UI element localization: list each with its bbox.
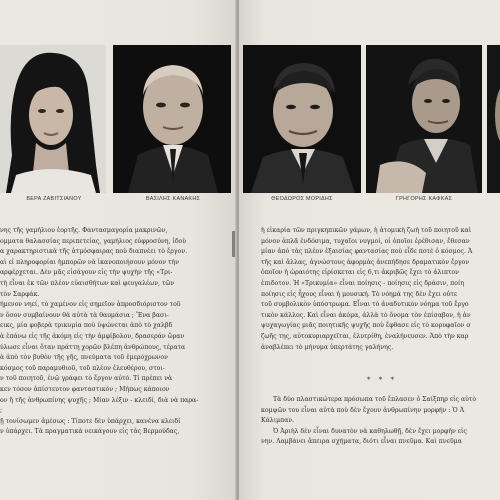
right-line: ἀναβλέπει τὸ μήνυμα ὑπερτάτης γαλήνης. [261,343,394,351]
left-line: ν τοῦ ποιητοῦ, ἐνῷ γράφει τὸ ἔργον αὐτό. Τί πρέπει νὰ [0,375,173,383]
left-line: τὴ εἶναι ἐκ τῶν πλέον εὐαισθήτων καὶ φευγαλέων, τῶν [0,279,175,287]
left-page [0,0,237,500]
left-line: ὰ ἐπάνω εἰς τῆς ἀκόμη εἰς τὴν ἀμφίβολον, δρασεράν ὥραν [0,332,185,340]
left-line: κεν τόσον ἀπίστευτον φανταστικὸν ; Μήπως κάποιον [0,385,170,393]
left-text-column [0,226,198,438]
right-line: ποίησις εἰς ἦχους εἶναι ἡ μουσική. Τὸ νόημά της δὲν ἔχει οὐτε [261,290,458,298]
section-separator: * * * [367,376,397,384]
right-line: Ὁ Ἀριὴλ δὲν εἶναι δυνατὸν νὰ καθηλωθῇ, δὲν ἔχει μορφήν εἰς [273,427,467,435]
right-line: τοῦ συμβολικὸν ὑπόστρωμα. Εἶναι τὸ ἀναδυτικὸν νόημα τοῦ ἔργο [261,301,469,309]
right-page [239,0,500,500]
left-line: α χαρακτηριστικὰ τῆς ἀτμόσφαιρας ποὺ διαπνέει τὸ ἔργον. [0,248,188,256]
left-line: ομματα θαλασσίας περιπετείας, γαμήλιος εὐφροσύνη, ἰδοὺ [0,237,187,245]
right-line: ἐπιδοτον. Ἡ «Τρικυμία» εἶναι ποίησις - ποίησις εἰς δράσιν, ποίη [261,279,465,287]
left-line: τὸν Σαρφάκ. [0,290,40,298]
right-line: ὁποῖον ἡ ὡραιότης εἰρίσκεται εἰς 6,τι ἀκριβῶς ἔχει τὸ ἀλιπτον [261,269,459,277]
left-line: κόσμος τοῦ παραμυθιοῦ, τοῦ πλέον ἐλευθέρου, στοι- [0,364,165,372]
left-line: ὰ ἀπὸ τὸν βυθὸν τῆς γῆς, πνεύματα τοῦ ἐμερόχρωνον [0,354,168,362]
left-line: ῇ τονίσωμεν ἀμέσως : Τίποτε δὲν ὑπάρχει, κανένα κλειδί [0,417,181,425]
right-line: ἡ εἰκαρία τῶν πριγκηπικῶν γάμων, ἡ ἀτομικὴ ζωὴ τοῦ ποιητοῦ καὶ [261,227,472,234]
caption-4: ΓΡΗΓΟΡΗΣ ΚΑΦΚΑΣ [395,196,453,202]
portrait-photo-2 [113,45,231,193]
left-line: ; [0,407,3,415]
portrait-photo-3 [243,45,361,193]
right-line: ψυχαγωγίας μιᾶς ποιητικῆς ψυχῆς ποὺ ἔφθασε εἰς τὸ κορυφαῖον σ [261,322,471,330]
portrait-photo-5-partial [487,45,500,193]
right-text-column [261,226,472,353]
left-line: αρφέρχεται. Δὲν μᾶς εἰσάγουν εἰς τὴν ψυχὴν τῆς «Τρι- [0,269,173,277]
right-line: τικὸν κάλλος. Καὶ εἶναι ἀκόμα, ἀλλὰ τὸ ὄνομα τὸν ἐπίσαβον, ἡ ἀν [261,311,471,319]
left-line: ν ὑπάρχει. Τὰ πραγματικὰ νεικάγουν εἰς τὰς Βερμούδας, [0,428,180,436]
left-line: ύλωσε εἶναι ὅταν πράττη χορῶν βλέπη ἀνθρώπους, τέρατα [0,343,186,351]
right-line: Τὰ δύο πλαστικώτερα πρόσωπα τοῦ ἔπλασεν ὁ Σαίξπηρ εἰς αὐτὸ [273,396,477,403]
portrait-photo-1 [0,45,106,193]
portrait-photo-4 [366,45,482,193]
right-line: κομψῶν του εἶναι αὐτὰ ποὺ δὲν ἔχουν ἀνθρωπίνην μορφήν : Ὁ Ἀ [261,406,465,414]
right-line: Κάλιμπαν. [261,417,295,425]
left-line: ν ὅσον συμβαίνουν θὰ αὐτὰ τὰ θαυμάσια ; Ἕνα βασι- [0,311,169,319]
left-line: αὶ εἰ πληροφορίαι ἡμπορῶν νὰ ἱκανοποιήσουν μόνον τὴν [0,258,179,266]
right-line: μόνον ἁπλᾶ ἐνδόσιμα, τυχαῖοι νυγμοί, οἱ ὁποῖοι ἐρέθισαν, ἔθεσαν [261,237,470,245]
left-line: εικς, μία φοβερὰ τρικυμία ποὺ ὑψώνεται ἀπὸ τὸ χαλβδ [0,322,173,330]
left-line: ον ἢ τῆς ἀνθρωπίνης ψυχῆς ; Μίαν λέξιν - κλειδί, διὰ νὰ παρα- [0,396,199,404]
right-line: μίαν ἀπὸ τὰς πλέον ἐξαισίας φαντασίας ποὺ εἶδε ποτὲ ὁ κόσμος. Ἀ [261,248,473,256]
left-line: ήμενον νηεί, τὸ χαμένον εἰς σημεῖον ἀπροσδιόριστον τοῦ [0,301,181,309]
caption-3: ΘΕΟΔΩΡΟΣ ΜΟΡΙΔΗΣ [271,196,333,202]
caption-2: ΒΑΣΙΛΗΣ ΚΑΝΑΚΗΣ [145,196,201,202]
caption-1: ΒΕΡΑ ΖΑΒΙΤΣΙΑΝΟΥ [26,196,82,202]
left-line: νης τῆς γαμήλιου ἑορτῆς. Φαντασμαγορία μακρινῶν, [0,227,168,234]
right-line: νην. Λαμβάνει ἄπειρα σχήματα, διότι εἶναι πνεῦμα. Καὶ πνεῦμα [261,438,462,446]
right-line: τῆς καὶ ἄλλας, ἀγνώστους ἀφορμὰς ἀνεπήδησε δραματικὸν ἔργον [261,258,470,266]
right-line: ζωῆς της, αὐτοκυριαρχεῖται, ἐλυτρίθη, ἐναλήνευσεν. Ἀπὸ τὴν καρ [261,332,469,340]
right-text-column-2 [261,395,476,448]
